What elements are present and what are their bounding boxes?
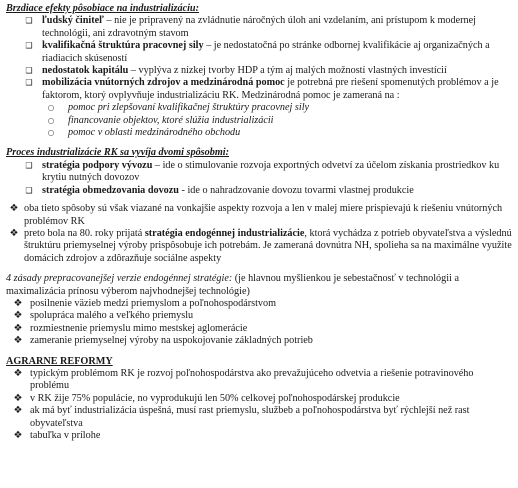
section-brzdiace-efekty [6,3,512,139]
sub-list-item: ○ financovanie objektov, ktoré slúžia industrializácii [47,114,274,126]
section-zasady [6,273,512,347]
star-list-item: ❖ tabuľka v prílohe [13,430,101,441]
star-list-item: ❖ rozmiestnenie priemyslu mimo mestskej aglomerácie [13,322,248,334]
section-proces-industrializacie [6,147,512,265]
square-bullet-icon: ❑ [25,160,33,170]
diamond-star-bullet-icon: ❖ [13,322,23,334]
square-bullet-icon: ❑ [25,16,33,26]
square-bullet-icon: ❑ [25,66,33,76]
star-list-item: ❖ ak má byť industrializácia úspešná, musí rast priemyslu, službeb a poľnohospodárstva byť rýchlejší než rast obyvateľstva [13,405,470,429]
diamond-star-bullet-icon: ❖ [9,227,19,239]
list-item: ❑ nedostatok kapitálu – vyplýva z nízkej tvorby HDP a tým aj malých možností vlastných investícií [25,65,447,77]
diamond-star-bullet-icon: ❖ [13,430,23,441]
sub-list-item: ○ pomoc v oblasti medzinárodného obchodu [47,127,241,139]
diamond-star-bullet-icon: ❖ [13,310,23,322]
star-list-item: ❖ oba tieto spôsoby sú však viazané na vonkajšie aspekty rozvoja a len v malej miere prispievajú k riešeniu vnútorných problémov RK [9,203,503,227]
star-list-item: ❖ spolupráca malého a veľkého priemyslu [13,310,194,322]
section-heading: Proces industrializácie RK sa vyvíja dvomi spôsobmi: [6,147,229,159]
list-item: ❑ ľudský činiteľ – nie je pripravený na zvládnutie náročných úloh ani vzdelaním, ani prístupom k modernej technológii, ani zdravotným stavom [25,15,476,39]
circle-bullet-icon: ○ [47,128,55,138]
diamond-star-bullet-icon: ❖ [13,405,23,417]
sub-list-item: ○ pomoc pri zlepšovaní kvalifikačnej štruktúry pracovnej sily [47,102,310,114]
star-list-item: ❖ preto bola na 80. roky prijatá stratégia endogénnej industrializácie, ktorá vychádza z potrieb obyvateľstva a výslednú štruktúru priemyselnej výroby prispôsobuje ich potrebám. Je zameraná dovnútra NH, spoliehа sa na maximálne využite domácich zdrojov a zdôrazňuje sociálne aspekty [9,227,512,264]
list-item: ❑ stratégia podpory vývozu – ide o stimulovanie rozvoja exportných odvetví za účelom získania prostriedkov ku krytiu nutných dovozov [25,159,500,184]
circle-bullet-icon: ○ [47,115,55,125]
diamond-star-bullet-icon: ❖ [9,203,19,215]
list-item: ❑ stratégia obmedzovania dovozu - ide o nahradzovanie dovozu tovarmi vlastnej produkcie [25,184,414,196]
section-intro: 4 zásady prepracovanejšej verzie endogénnej stratégie: (je hlavnou myšlienkou je sebestačnosť v technológii a maximalizácia prínosu výberom najvhodnejšej technológie) [6,273,459,297]
section-agrarne-reformy [6,356,512,443]
section-heading: AGRARNE REFORMY [6,355,113,367]
circle-bullet-icon: ○ [47,103,55,113]
star-list-item: ❖ typickým problémom RK je rozvoj poľnohospodárstva ako prevažujúceho odvetvia a riešenie potravinového problému [13,367,474,392]
diamond-star-bullet-icon: ❖ [13,335,23,347]
diamond-star-bullet-icon: ❖ [13,367,23,379]
square-bullet-icon: ❑ [25,185,33,195]
star-list-item: ❖ zameranie priemyselnej výroby na uspokojovanie základných potrieb [13,335,313,347]
star-list-item: ❖ v RK žije 75% populácie, no vyprodukujú len 50% celkovej poľnohospodárskej produkcie [13,392,400,404]
diamond-star-bullet-icon: ❖ [13,297,23,309]
square-bullet-icon: ❑ [25,78,33,88]
star-list-item: ❖ posilnenie väzieb medzi priemyslom a poľnohospodárstvom [13,297,277,309]
list-item: ❑ mobilizácia vnútorných zdrojov a medzinárodná pomoc je potrebná pre riešení spomenutých problémov a je faktorom, ktorý ovplyvňuje industrializáciu RK. Medzinárodná pomoc je zameraná na : [25,77,499,101]
section-heading: Brzdiace efekty pôsobiace na industrializáciu: [6,3,199,14]
diamond-star-bullet-icon: ❖ [13,392,23,404]
list-item: ❑ kvalifikačná štruktúra pracovnej sily – je nedostatočná po stránke odbornej kvalifikácie aj organizačných a riadiacich skúseností [25,40,490,64]
square-bullet-icon: ❑ [25,41,33,51]
